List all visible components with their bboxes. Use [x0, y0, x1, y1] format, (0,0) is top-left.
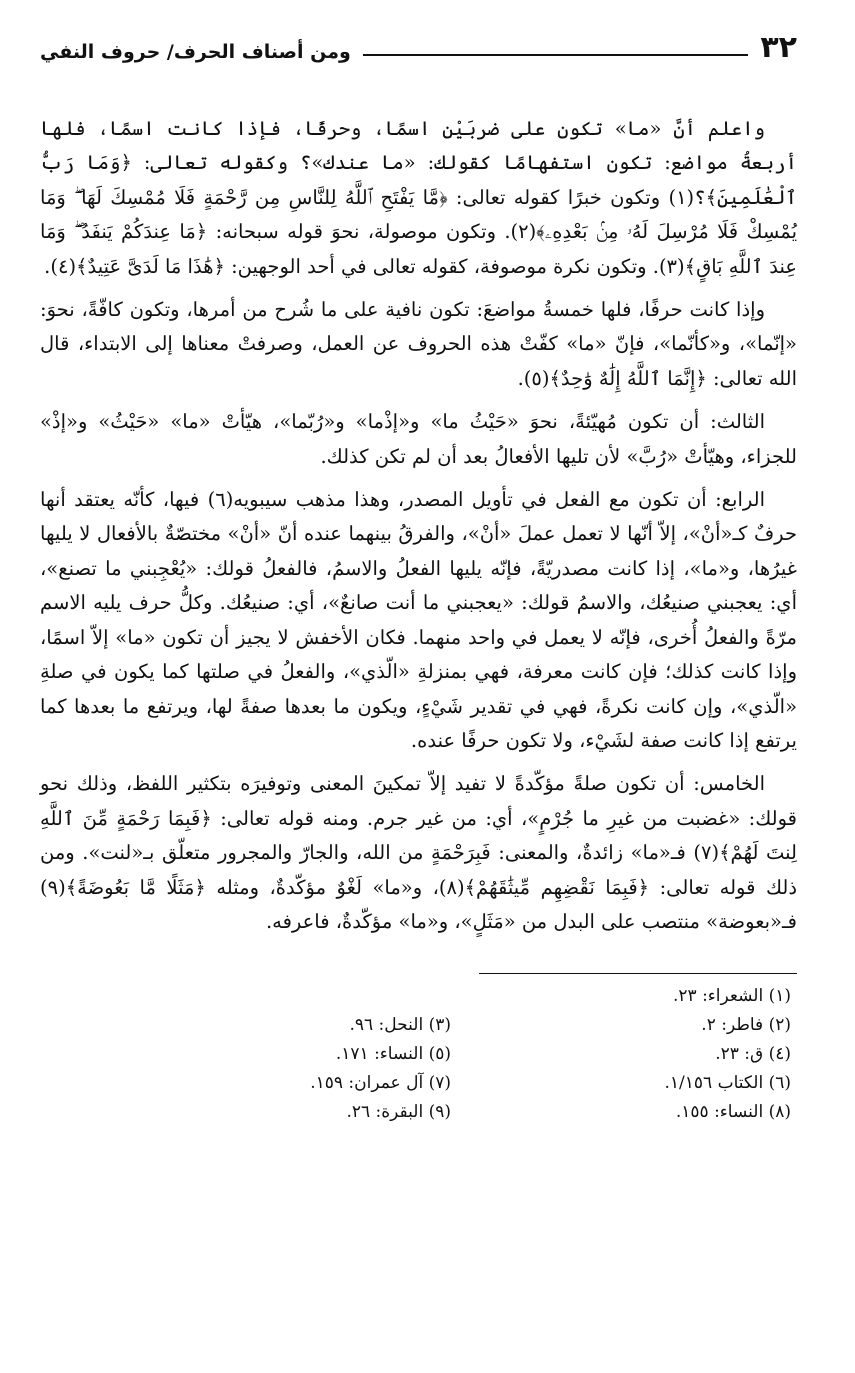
paragraph-ma-harf: وإذا كانت حرفًا، فلها خمسةُ مواضعَ: تكون نافية على ما شُرح من أمرها، وتكون كافّةً، نحوَ: «إنّما»، و«كأنّما»، فإنّ «ما» كفّتْ هذه الحروف عن العمل، وصرفتْ معناها إلى الابتداء، قال الله تعالى: ﴿إِنَّمَا ٱللَّهُ إِلَٰهٌ وَٰحِدٌ﴾(٥).: [40, 298, 797, 390]
footnote-4: (٤) ق: ٢٣.: [715, 1044, 791, 1065]
paragraph-fourth: الرابع: أن تكون مع الفعل في تأويل المصدر، وهذا مذهب سيبويه(٦) فيها، كأنّه يعتقد أنها حرفٌ كـ«أنْ»، إلاّ أنّها لا تعمل عملَ «أنْ»، والفرقُ بينهما عنده أنّ «أنْ» مختصّةٌ بالأفعال لا يليها غيرُها، و«ما»، إذا كانت مصدريّةً، فإنّه يليها الفعلُ والاسمُ، فالفعلُ قولك: «يُعْجِبني ما تصنع»، أي: يعجبني صنيعُك، والاسمُ قولك: «يعجبني ما أنت صانعٌ»، أي: صنيعُك. وكلُّ حرف يليه الاسم مرّةً والفعلُ أُخرى، فإنّه لا يعمل في واحد منهما. فكان الأخفش لا يجيز أن تكون «ما» إلاّ اسمًا، وإذا كانت كذلك؛ فإن كانت معرفة، فهي بمنزلةِ «الّذي»، والفعلُ في صلتها كما يكون في صلةِ «الّذي»، وإن كانت نكرةً، فهي في تقدير شَيْءٍ، ويكون ما بعدها صفةً لها، ويرتفع ما بعدها كما يرتفع إذا كانت صفة لشَيْء، ولا تكون حرفًا عنده.: [40, 488, 797, 752]
page-header: [40, 20, 797, 68]
footnote-3: (٣) النحل: ٩٦.: [349, 1015, 451, 1036]
footnote-7: (٧) آل عمران: ١٥٩.: [310, 1073, 451, 1094]
page-number: ٣٢: [760, 30, 797, 65]
footnote-9: (٩) البقرة: ٢٦.: [346, 1102, 451, 1123]
running-title: ومن أصناف الحرف/ حروف النفي: [40, 41, 351, 63]
footnote-blank: [141, 982, 451, 1011]
header-rule: [363, 54, 749, 56]
paragraph-fifth: الخامس: أن تكون صلةً مؤكّدةً لا تفيد إلاّ تمكينَ المعنى وتوفيرَه بتكثير اللفظ، وذلك نحو قولك: «غضبت من غيرِ ما جُرْمٍ»، أي: من غير جرم. ومنه قوله تعالى: ﴿فَبِمَا رَحْمَةٍ مِّنَ ٱللَّهِ لِنتَ لَهُمْ﴾(٧) فـ«ما» زائدةٌ، والمعنى: فَبِرَحْمَةٍ من الله، والجارّ والمجرور متعلّق بـ«لنت». ومن ذلك قوله تعالى: ﴿فَبِمَا نَقْضِهِم مِّيثَٰقَهُمْ﴾(٨)، و«ما» لَغْوٌ مؤكّدةٌ، ومثله ﴿مَثَلًا مَّا بَعُوضَةً﴾(٩) فـ«بعوضة» منتصب على البدل من «مَثَلٍ»، و«ما» مؤكّدةٌ، فاعرفه.: [40, 772, 798, 933]
body-text: [40, 112, 797, 939]
footnotes: [40, 982, 791, 1127]
paragraph-ma-types: واعلم أنَّ «ما» تكون على ضربَيْن اسمًا، وحرفًا، فإذا كانت اسمًا، فلها أربعةُ مواضع: تكون استفهامًا كقولك: «ما عندك»؟ وكقوله تعالى: ﴿وَمَا رَبُّ ٱلْعَٰلَمِينَ﴾؟(١) وتكون خبرًا كقوله تعالى: ﴿مَّا يَفْتَحِ ٱللَّهُ لِلنَّاسِ مِن رَّحْمَةٍ فَلَا مُمْسِكَ لَهَا ۖ وَمَا يُمْسِكْ فَلَا مُرْسِلَ لَهُۥ مِنۢ بَعْدِهِۦ﴾(٢). وتكون موصولة، نحوَ قوله سبحانه: ﴿مَا عِندَكُمْ يَنفَدُ ۖ وَمَا عِندَ ٱللَّهِ بَاقٍ﴾(٣). وتكون نكرة موصوفة، كقوله تعالى في أحد الوجهين: ﴿هَٰذَا مَا لَدَىَّ عَتِيدٌ﴾(٤).: [40, 117, 797, 278]
footnote-separator: [479, 973, 797, 974]
footnote-8: (٨) النساء: ١٥٥.: [675, 1102, 791, 1123]
footnote-5: (٥) النساء: ١٧١.: [335, 1044, 451, 1065]
footnote-2: (٢) فاطر: ٢.: [701, 1015, 791, 1036]
footnote-6: (٦) الكتاب ١/١٥٦.: [664, 1073, 791, 1094]
paragraph-third: الثالث: أن تكون مُهيّئةً، نحوَ «حَيْثُ ما» و«إذْما» و«رُبّما»، هيّأتْ «ما» «حَيْثُ» و«إذْ» للجزاء، وهيّأتْ «رُبَّ» لأن تليها الأفعالُ بعد أن لم تكن كذلك.: [40, 410, 797, 468]
footnote-1: (١) الشعراء: ٢٣.: [673, 986, 791, 1007]
